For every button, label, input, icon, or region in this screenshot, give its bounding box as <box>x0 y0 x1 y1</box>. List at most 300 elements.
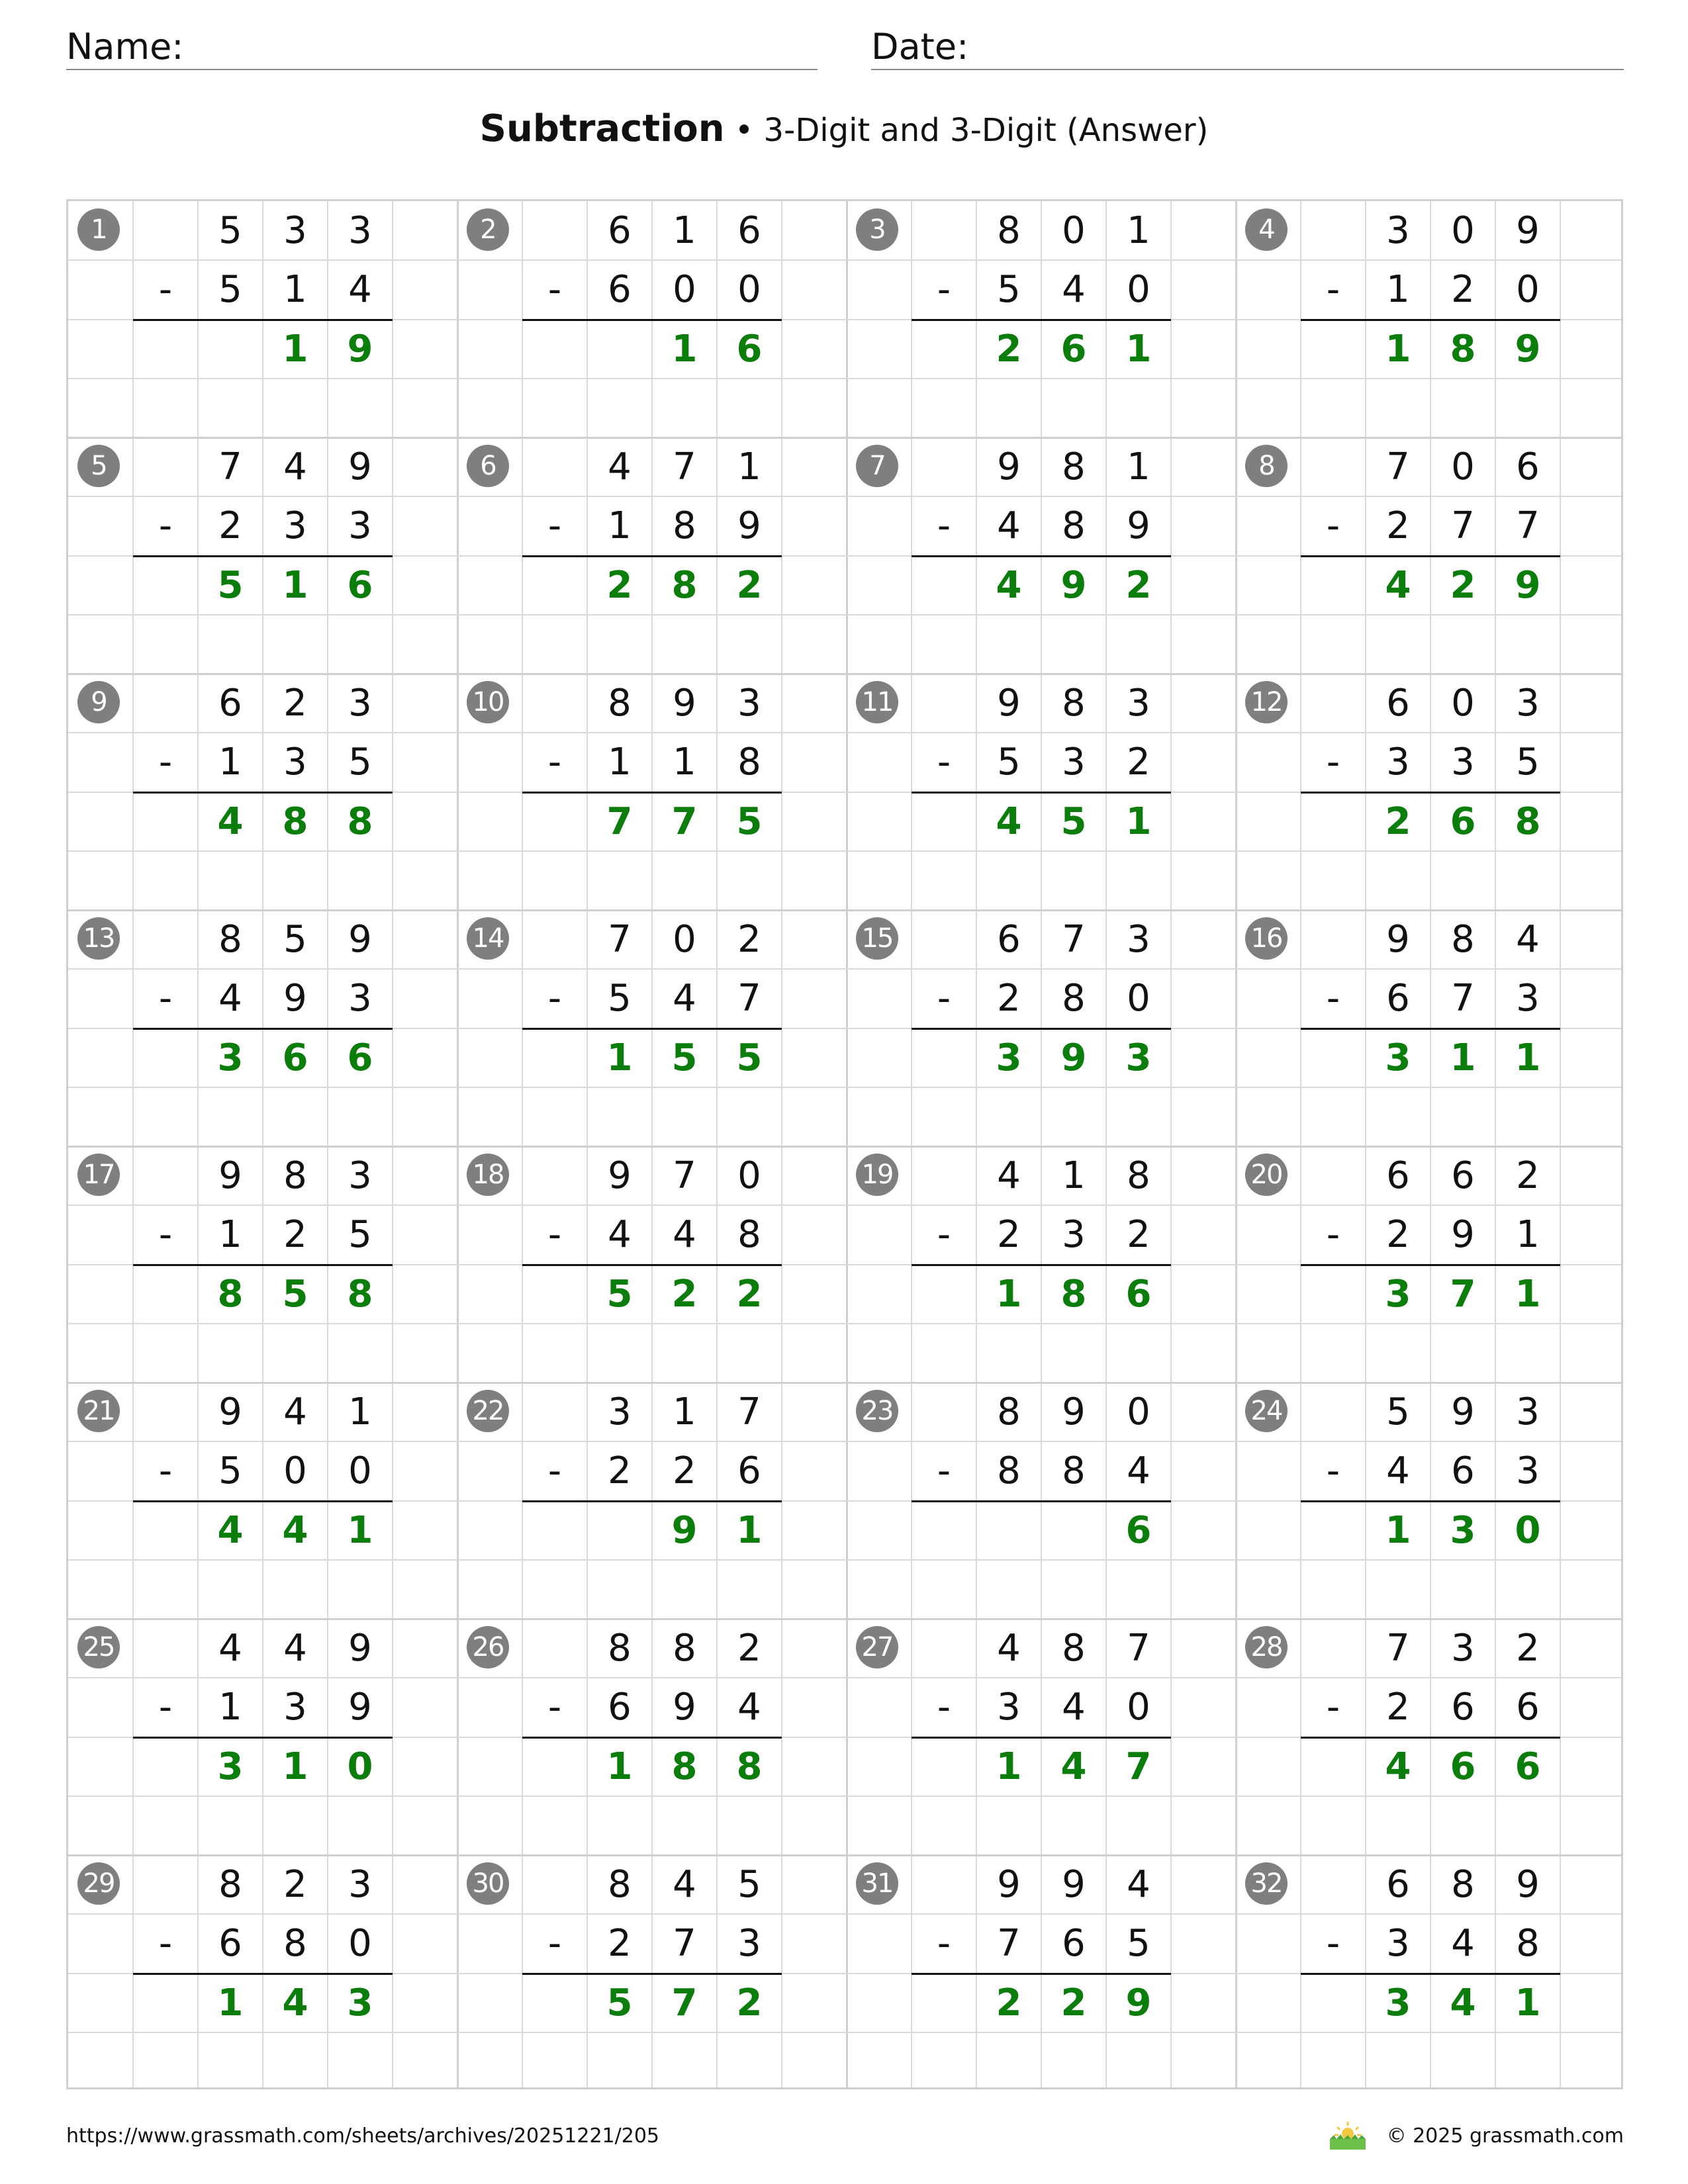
top-digit: 9 <box>1516 209 1540 252</box>
answer-digit: 3 <box>1385 1981 1411 2025</box>
problem-10 <box>457 674 847 910</box>
date-field[interactable] <box>871 25 1624 70</box>
answer-digit: 7 <box>671 799 698 843</box>
problem-number-badge: 19 <box>856 1154 898 1196</box>
top-digit: 4 <box>283 445 307 488</box>
answer-rule <box>133 1500 393 1502</box>
name-field[interactable] <box>66 25 818 70</box>
bottom-digit: 0 <box>1127 268 1150 312</box>
problem-number-badge: 29 <box>77 1862 120 1905</box>
top-digit: 2 <box>737 918 761 961</box>
answer-digit <box>587 320 652 379</box>
problem-1 <box>68 201 457 437</box>
bottom-digit: 1 <box>608 741 632 784</box>
problem-number-badge: 3 <box>856 208 898 251</box>
top-digit: 4 <box>997 1627 1021 1670</box>
answer-digit: 5 <box>1060 799 1087 843</box>
minus-sign: - <box>937 504 951 547</box>
answer-rule <box>522 1737 782 1739</box>
bottom-digit: 2 <box>673 1449 696 1493</box>
top-digit: 1 <box>1127 445 1150 488</box>
answer-digit: 4 <box>1450 1981 1476 2025</box>
minus-sign: - <box>937 1686 951 1729</box>
top-digit: 9 <box>1386 918 1410 961</box>
top-digit: 4 <box>997 1154 1021 1197</box>
bottom-digit: 1 <box>218 1213 242 1257</box>
answer-digit: 2 <box>1060 1981 1087 2025</box>
top-digit: 2 <box>1516 1154 1540 1197</box>
answer-digit: 6 <box>1125 1272 1152 1316</box>
bottom-digit: 0 <box>1127 1686 1150 1729</box>
bottom-digit: 4 <box>673 977 696 1021</box>
answer-rule <box>912 1500 1171 1502</box>
answer-digit: 3 <box>347 1981 373 2025</box>
top-digit: 2 <box>737 1627 761 1670</box>
answer-digit: 6 <box>282 1036 308 1079</box>
problem-number-badge: 17 <box>77 1154 120 1196</box>
answer-digit: 1 <box>1125 327 1152 371</box>
title-subtitle: • 3-Digit and 3-Digit (Answer) <box>724 112 1209 149</box>
answer-rule <box>1301 1737 1560 1739</box>
problem-number-badge: 4 <box>1245 208 1288 251</box>
problem-13 <box>68 910 457 1146</box>
bottom-digit: 9 <box>1451 1213 1475 1257</box>
problem-number-badge: 7 <box>856 445 898 487</box>
problem-number-badge: 10 <box>467 681 509 723</box>
bottom-digit: 3 <box>1386 741 1410 784</box>
problem-17 <box>68 1146 457 1383</box>
answer-digit: 6 <box>736 327 763 371</box>
bottom-digit: 6 <box>1386 977 1410 1021</box>
minus-sign: - <box>937 1449 951 1492</box>
answer-digit: 0 <box>347 1745 373 1788</box>
answer-digit: 7 <box>1450 1272 1476 1316</box>
problem-29 <box>68 1855 457 2091</box>
problem-22 <box>457 1383 847 1619</box>
minus-sign: - <box>1326 504 1340 547</box>
answer-digit: 6 <box>1060 327 1087 371</box>
minus-sign: - <box>547 1686 562 1729</box>
top-digit: 0 <box>673 918 696 961</box>
problem-25 <box>68 1619 457 1855</box>
top-digit: 3 <box>1127 918 1150 961</box>
answer-rule <box>522 1028 782 1030</box>
bottom-digit: 4 <box>737 1686 761 1729</box>
footer-copyright: © 2025 grassmath.com <box>1386 2124 1624 2148</box>
answer-rule <box>133 1737 393 1739</box>
bottom-digit: 3 <box>1451 741 1475 784</box>
top-digit: 4 <box>283 1627 307 1670</box>
answer-digit: 4 <box>282 1508 308 1552</box>
bottom-digit: 1 <box>218 1686 242 1729</box>
top-digit: 8 <box>218 918 242 961</box>
bottom-digit: 4 <box>1451 1922 1475 1966</box>
problem-number-badge: 14 <box>467 917 509 960</box>
answer-digit: 1 <box>606 1036 633 1079</box>
answer-rule <box>912 1264 1171 1266</box>
answer-rule <box>133 792 393 794</box>
answer-digit: 6 <box>1125 1508 1152 1552</box>
minus-sign: - <box>547 977 562 1020</box>
problem-number-badge: 31 <box>856 1862 898 1905</box>
bottom-digit: 5 <box>1516 741 1540 784</box>
top-digit: 7 <box>1127 1627 1150 1670</box>
top-digit: 9 <box>997 445 1021 488</box>
top-digit: 0 <box>1451 682 1475 725</box>
top-digit: 9 <box>1062 1390 1086 1433</box>
top-digit: 2 <box>283 1863 307 1906</box>
bottom-digit: 0 <box>1127 977 1150 1021</box>
answer-digit: 1 <box>282 1745 308 1788</box>
answer-rule <box>1301 319 1560 321</box>
problem-11 <box>847 674 1236 910</box>
problem-20 <box>1236 1146 1625 1383</box>
top-digit: 9 <box>348 1627 372 1670</box>
top-digit: 0 <box>1062 209 1086 252</box>
problem-5 <box>68 437 457 674</box>
problem-4 <box>1236 201 1625 437</box>
answer-digit: 0 <box>1515 1508 1541 1552</box>
top-digit: 8 <box>1451 1863 1475 1906</box>
problem-9 <box>68 674 457 910</box>
bottom-digit: 9 <box>737 504 761 548</box>
top-digit: 8 <box>1062 1627 1086 1670</box>
top-digit: 8 <box>1451 918 1475 961</box>
answer-digit <box>198 320 263 379</box>
minus-sign: - <box>1326 1686 1340 1729</box>
answer-digit: 9 <box>1515 327 1541 371</box>
answer-rule <box>1301 1028 1560 1030</box>
top-digit: 3 <box>1386 209 1410 252</box>
bottom-digit: 3 <box>283 1686 307 1729</box>
answer-digit: 5 <box>282 1272 308 1316</box>
minus-sign: - <box>937 1213 951 1256</box>
top-digit: 9 <box>1451 1390 1475 1433</box>
bottom-digit: 8 <box>673 504 696 548</box>
minus-sign: - <box>937 268 951 311</box>
problem-21 <box>68 1383 457 1619</box>
bottom-digit: 7 <box>1451 977 1475 1021</box>
top-digit: 7 <box>608 918 632 961</box>
problem-number-badge: 20 <box>1245 1154 1288 1196</box>
top-digit: 8 <box>1062 682 1086 725</box>
answer-digit: 9 <box>671 1508 698 1552</box>
answer-digit: 2 <box>1450 563 1476 607</box>
answer-digit: 8 <box>1450 327 1476 371</box>
footer-url: https://www.grassmath.com/sheets/archives/20251221/205 <box>66 2124 660 2148</box>
bottom-digit: 6 <box>1451 1686 1475 1729</box>
bottom-digit: 5 <box>608 977 632 1021</box>
minus-sign: - <box>1326 977 1340 1020</box>
top-digit: 3 <box>1451 1627 1475 1670</box>
answer-digit: 2 <box>736 563 763 607</box>
answer-digit: 7 <box>671 1981 698 2025</box>
answer-digit: 3 <box>1450 1508 1476 1552</box>
bottom-digit: 4 <box>1062 1686 1086 1729</box>
problem-15 <box>847 910 1236 1146</box>
answer-digit: 1 <box>606 1745 633 1788</box>
answer-digit: 9 <box>1515 563 1541 607</box>
answer-digit: 2 <box>606 563 633 607</box>
top-digit: 8 <box>608 682 632 725</box>
answer-digit: 5 <box>736 1036 763 1079</box>
bottom-digit: 8 <box>1062 977 1086 1021</box>
answer-digit: 2 <box>736 1981 763 2025</box>
top-digit: 2 <box>283 682 307 725</box>
answer-digit: 5 <box>606 1981 633 2025</box>
top-digit: 6 <box>1516 445 1540 488</box>
minus-sign: - <box>547 1449 562 1492</box>
top-digit: 1 <box>737 445 761 488</box>
bottom-digit: 4 <box>997 504 1021 548</box>
top-digit: 3 <box>1516 1390 1540 1433</box>
answer-rule <box>912 319 1171 321</box>
answer-digit: 8 <box>671 1745 698 1788</box>
top-digit: 8 <box>1127 1154 1150 1197</box>
date-label: Date: <box>871 26 969 68</box>
name-label: Name: <box>66 26 184 68</box>
answer-digit: 3 <box>1125 1036 1152 1079</box>
bottom-digit: 0 <box>348 1922 372 1966</box>
answer-digit: 2 <box>996 1981 1022 2025</box>
top-digit: 8 <box>218 1863 242 1906</box>
answer-digit: 8 <box>1515 799 1541 843</box>
problem-30 <box>457 1855 847 2091</box>
top-digit: 3 <box>283 209 307 252</box>
minus-sign: - <box>1326 1449 1340 1492</box>
problem-number-badge: 18 <box>467 1154 509 1196</box>
answer-digit: 4 <box>1385 563 1411 607</box>
answer-rule <box>522 792 782 794</box>
bottom-digit: 4 <box>1062 268 1086 312</box>
bottom-digit: 2 <box>997 977 1021 1021</box>
answer-digit <box>587 1501 652 1560</box>
problem-number-badge: 32 <box>1245 1862 1288 1905</box>
top-digit: 8 <box>997 1390 1021 1433</box>
answer-rule <box>133 1264 393 1266</box>
bottom-digit: 5 <box>1127 1922 1150 1966</box>
bottom-digit: 5 <box>997 268 1021 312</box>
minus-sign: - <box>158 1449 173 1492</box>
problem-number-badge: 8 <box>1245 445 1288 487</box>
minus-sign: - <box>547 268 562 311</box>
top-digit: 4 <box>283 1390 307 1433</box>
bottom-digit: 8 <box>283 1922 307 1966</box>
problem-number-badge: 26 <box>467 1626 509 1668</box>
problem-number-badge: 13 <box>77 917 120 960</box>
answer-digit: 1 <box>1125 799 1152 843</box>
top-digit: 3 <box>348 682 372 725</box>
minus-sign: - <box>158 977 173 1020</box>
bottom-digit: 1 <box>673 741 696 784</box>
answer-digit: 9 <box>1060 563 1087 607</box>
problem-number-badge: 9 <box>77 681 120 723</box>
top-digit: 9 <box>1062 1863 1086 1906</box>
problem-number-badge: 25 <box>77 1626 120 1668</box>
answer-digit: 2 <box>671 1272 698 1316</box>
problem-32 <box>1236 1855 1625 2091</box>
bottom-digit: 4 <box>1386 1449 1410 1493</box>
problem-number-badge: 16 <box>1245 917 1288 960</box>
minus-sign: - <box>158 504 173 547</box>
bottom-digit: 5 <box>997 741 1021 784</box>
top-digit: 9 <box>673 682 696 725</box>
problem-number-badge: 11 <box>856 681 898 723</box>
bottom-digit: 2 <box>1127 1213 1150 1257</box>
bottom-digit: 8 <box>1062 1449 1086 1493</box>
answer-digit <box>1041 1501 1106 1560</box>
bottom-digit: 2 <box>283 1213 307 1257</box>
problem-number-badge: 1 <box>77 208 120 251</box>
answer-digit: 5 <box>606 1272 633 1316</box>
problem-28 <box>1236 1619 1625 1855</box>
answer-digit: 1 <box>736 1508 763 1552</box>
top-digit: 7 <box>1062 918 1086 961</box>
minus-sign: - <box>1326 268 1340 311</box>
answer-digit: 1 <box>217 1981 244 2025</box>
answer-digit: 3 <box>996 1036 1022 1079</box>
answer-digit: 1 <box>1515 1036 1541 1079</box>
bottom-digit: 3 <box>1516 1449 1540 1493</box>
top-digit: 6 <box>1386 1863 1410 1906</box>
bottom-digit: 3 <box>1386 1922 1410 1966</box>
answer-digit: 1 <box>996 1272 1022 1316</box>
top-digit: 3 <box>737 682 761 725</box>
problem-number-badge: 21 <box>77 1390 120 1432</box>
bottom-digit: 3 <box>283 504 307 548</box>
top-digit: 3 <box>348 1863 372 1906</box>
problem-number-badge: 2 <box>467 208 509 251</box>
problem-26 <box>457 1619 847 1855</box>
bottom-digit: 8 <box>997 1449 1021 1493</box>
bottom-digit: 5 <box>218 1449 242 1493</box>
top-digit: 9 <box>608 1154 632 1197</box>
minus-sign: - <box>937 1922 951 1965</box>
bottom-digit: 1 <box>218 741 242 784</box>
bottom-digit: 8 <box>1516 1922 1540 1966</box>
problem-number-badge: 30 <box>467 1862 509 1905</box>
answer-digit: 4 <box>996 799 1022 843</box>
minus-sign: - <box>158 268 173 311</box>
answer-digit: 3 <box>1385 1272 1411 1316</box>
answer-digit: 6 <box>1450 1745 1476 1788</box>
problem-number-badge: 22 <box>467 1390 509 1432</box>
bottom-digit: 5 <box>348 741 372 784</box>
bottom-digit: 0 <box>1516 268 1540 312</box>
problem-14 <box>457 910 847 1146</box>
bottom-digit: 3 <box>1062 1213 1086 1257</box>
bottom-digit: 7 <box>1516 504 1540 548</box>
problem-31 <box>847 1855 1236 2091</box>
top-digit: 7 <box>1386 1627 1410 1670</box>
answer-digit: 3 <box>1385 1036 1411 1079</box>
answer-digit: 1 <box>671 327 698 371</box>
bottom-digit: 6 <box>737 1449 761 1493</box>
answer-rule <box>912 1028 1171 1030</box>
top-digit: 6 <box>608 209 632 252</box>
answer-digit: 4 <box>996 563 1022 607</box>
answer-digit: 7 <box>606 799 633 843</box>
answer-rule <box>522 1500 782 1502</box>
bottom-digit: 6 <box>1451 1449 1475 1493</box>
answer-rule <box>133 1973 393 1975</box>
minus-sign: - <box>158 1686 173 1729</box>
answer-rule <box>1301 1264 1560 1266</box>
bottom-digit: 2 <box>1386 1213 1410 1257</box>
top-digit: 3 <box>1516 682 1540 725</box>
answer-digit: 6 <box>1515 1745 1541 1788</box>
bottom-digit: 9 <box>673 1686 696 1729</box>
bottom-digit: 6 <box>1062 1922 1086 1966</box>
top-digit: 3 <box>348 209 372 252</box>
answer-digit: 8 <box>671 563 698 607</box>
minus-sign: - <box>158 1922 173 1965</box>
answer-digit: 5 <box>736 799 763 843</box>
minus-sign: - <box>547 504 562 547</box>
answer-digit: 1 <box>996 1745 1022 1788</box>
top-digit: 4 <box>1516 918 1540 961</box>
problem-number-badge: 12 <box>1245 681 1288 723</box>
top-digit: 5 <box>283 918 307 961</box>
top-digit: 7 <box>1386 445 1410 488</box>
top-digit: 8 <box>997 209 1021 252</box>
answer-digit <box>976 1501 1041 1560</box>
answer-rule <box>912 792 1171 794</box>
top-digit: 6 <box>1451 1154 1475 1197</box>
top-digit: 5 <box>737 1863 761 1906</box>
bottom-digit: 2 <box>1386 1686 1410 1729</box>
worksheet-title <box>0 106 1688 154</box>
bottom-digit: 0 <box>673 268 696 312</box>
problem-23 <box>847 1383 1236 1619</box>
bottom-digit: 2 <box>608 1922 632 1966</box>
answer-rule <box>1301 792 1560 794</box>
answer-digit: 1 <box>347 1508 373 1552</box>
answer-digit: 3 <box>217 1745 244 1788</box>
top-digit: 8 <box>608 1627 632 1670</box>
top-digit: 6 <box>737 209 761 252</box>
problem-number-badge: 24 <box>1245 1390 1288 1432</box>
top-digit: 6 <box>1386 682 1410 725</box>
top-digit: 6 <box>1386 1154 1410 1197</box>
bottom-digit: 3 <box>997 1686 1021 1729</box>
top-digit: 8 <box>673 1627 696 1670</box>
top-digit: 5 <box>218 209 242 252</box>
problem-grid <box>66 199 1623 2089</box>
top-digit: 6 <box>218 682 242 725</box>
bottom-digit: 0 <box>283 1449 307 1493</box>
top-digit: 0 <box>737 1154 761 1197</box>
answer-rule <box>1301 1973 1560 1975</box>
bottom-digit: 5 <box>348 1213 372 1257</box>
answer-digit: 5 <box>217 563 244 607</box>
minus-sign: - <box>547 1922 562 1965</box>
problem-19 <box>847 1146 1236 1383</box>
bottom-digit: 8 <box>1062 504 1086 548</box>
bottom-digit: 4 <box>218 977 242 1021</box>
top-digit: 4 <box>218 1627 242 1670</box>
minus-sign: - <box>158 741 173 784</box>
answer-digit: 9 <box>347 327 373 371</box>
answer-rule <box>133 319 393 321</box>
bottom-digit: 4 <box>608 1213 632 1257</box>
minus-sign: - <box>1326 1213 1340 1256</box>
top-digit: 9 <box>218 1154 242 1197</box>
bottom-digit: 3 <box>1516 977 1540 1021</box>
answer-digit: 8 <box>1060 1272 1087 1316</box>
problem-24 <box>1236 1383 1625 1619</box>
minus-sign: - <box>1326 741 1340 784</box>
